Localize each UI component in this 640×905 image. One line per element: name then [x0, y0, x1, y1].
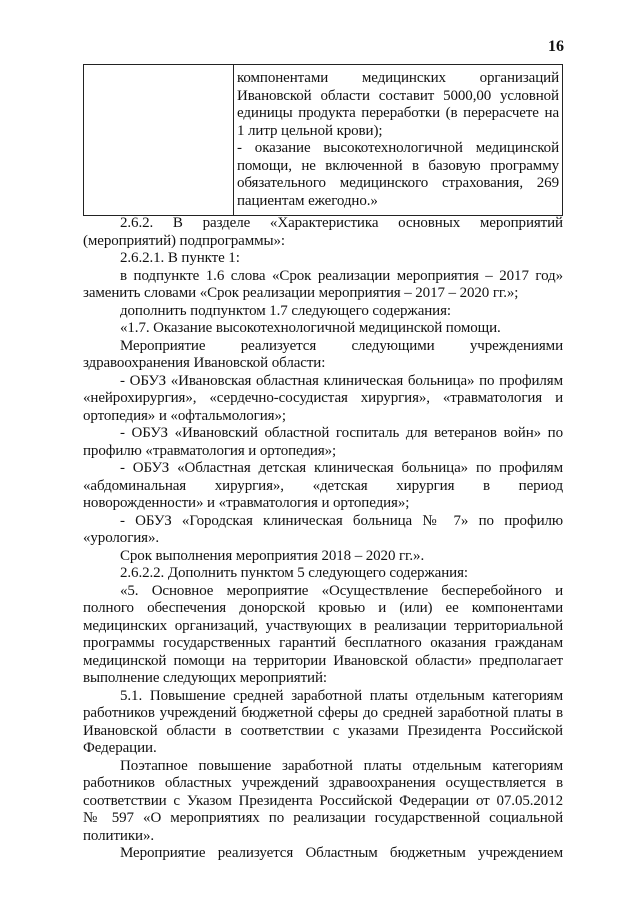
text-line: работников учреждений бюджетной сферы до средней заработной платы в — [83, 705, 563, 721]
text-line: полного обеспечения донорской кровью и (или) ее компонентами — [83, 600, 563, 616]
paragraph — [83, 688, 563, 758]
text-line: Мероприятие реализуется следующими учреждениями — [120, 337, 563, 354]
text-line: заменить словами «Срок реализации мероприятия – 2017 – 2020 гг.»; — [83, 285, 519, 301]
text-line: 5.1. Повышение средней заработной платы отдельным категориям — [120, 687, 563, 704]
text-line: дополнить подпунктом 1.7 следующего содержания: — [120, 302, 451, 319]
paragraph — [83, 303, 563, 321]
paragraph — [83, 373, 563, 426]
text-line: обязательного медицинского страхования, 269 — [237, 175, 559, 191]
text-line: «абдоминальная хирургия», «детская хирургия в период — [83, 477, 563, 494]
text-line: «урология». — [83, 530, 160, 546]
text-line: работников областных учреждений здравоохранения осуществляется в — [83, 775, 563, 791]
paragraph — [83, 268, 563, 303]
text-line: политики». — [83, 827, 154, 844]
text-line: № 597 «О мероприятиях по реализации государственной социальной — [83, 810, 563, 826]
page-number: 16 — [548, 38, 564, 55]
text-line: «1.7. Оказание высокотехнологичной медицинской помощи. — [120, 320, 501, 336]
paragraph — [83, 565, 563, 583]
text-line: - ОБУЗ «Городская клиническая больница № 7» по профилю — [120, 512, 563, 529]
paragraph — [83, 425, 563, 460]
text-line: Срок выполнения мероприятия 2018 – 2020 гг.». — [120, 547, 425, 564]
text-line: пациентам ежегодно.» — [237, 192, 378, 209]
text-line: 2.6.2.2. Дополнить пунктом 5 следующего содержания: — [120, 565, 468, 581]
text-line: помощи, не включенной в базовую программу — [237, 157, 559, 174]
text-line: «5. Основное мероприятие «Осуществление бесперебойного и — [120, 582, 563, 599]
paragraph — [83, 513, 563, 548]
text-line: - оказание высокотехнологичной медицинской — [237, 140, 559, 156]
paragraph — [83, 845, 563, 863]
paragraph — [83, 215, 563, 250]
text-line: Федерации. — [83, 740, 157, 756]
text-line: 2.6.2. В разделе «Характеристика основных мероприятий — [120, 215, 563, 231]
text-line: профилю «травматология и ортопедия»; — [83, 442, 337, 459]
text-line: Ивановской области составит 5000,00 условной — [237, 87, 559, 104]
text-line: (мероприятий) подпрограммы»: — [83, 232, 285, 249]
text-line: Поэтапное повышение заработной платы отдельным категориям — [120, 757, 563, 774]
text-line: - ОБУЗ «Областная детская клиническая больница» по профилям — [120, 460, 563, 476]
paragraph — [83, 250, 563, 268]
text-line: соответствии с Указом Президента Российской Федерации от 07.05.2012 — [83, 792, 563, 809]
text-line: компонентами медицинских организаций — [237, 70, 559, 86]
paragraph — [83, 583, 563, 688]
text-line: программы государственных гарантий бесплатного оказания гражданам — [83, 635, 563, 651]
text-line: «нейрохирургия», «сердечно-сосудистая хирургия», «травматология и — [83, 390, 563, 406]
text-line: Ивановской области в соответствии с указами Президента Российской — [83, 722, 563, 739]
text-line: выполнение следующих мероприятий: — [83, 670, 327, 686]
text-line: - ОБУЗ «Ивановский областной госпиталь для ветеранов войн» по — [120, 425, 563, 441]
paragraph — [83, 758, 563, 846]
text-line: 2.6.2.1. В пункте 1: — [120, 250, 240, 266]
text-line: 1 литр цельной крови); — [237, 122, 383, 139]
text-line: ортопедия» и «офтальмология»; — [83, 407, 286, 424]
paragraph — [83, 338, 563, 373]
text-line: медицинских организаций, участвующих в реализации территориальной — [83, 617, 563, 634]
text-line: - ОБУЗ «Ивановская областная клиническая больница» по профилям — [120, 372, 563, 389]
paragraph — [83, 460, 563, 513]
text-line: новорожденности» и «травматология и ортопедия»; — [83, 495, 410, 511]
text-line: медицинской помощи на территории Ивановской области» предполагает — [83, 652, 563, 669]
document-body — [83, 0, 563, 883]
paragraph — [83, 320, 563, 338]
paragraph — [83, 548, 563, 566]
text-line: Мероприятие реализуется Областным бюджетным учреждением — [120, 845, 563, 861]
text-line: здравоохранения Ивановской области: — [83, 355, 326, 371]
text-line: единицы продукта переработки (в перерасчете на — [237, 105, 559, 121]
text-line: в подпункте 1.6 слова «Срок реализации мероприятия – 2017 год» — [120, 267, 563, 284]
